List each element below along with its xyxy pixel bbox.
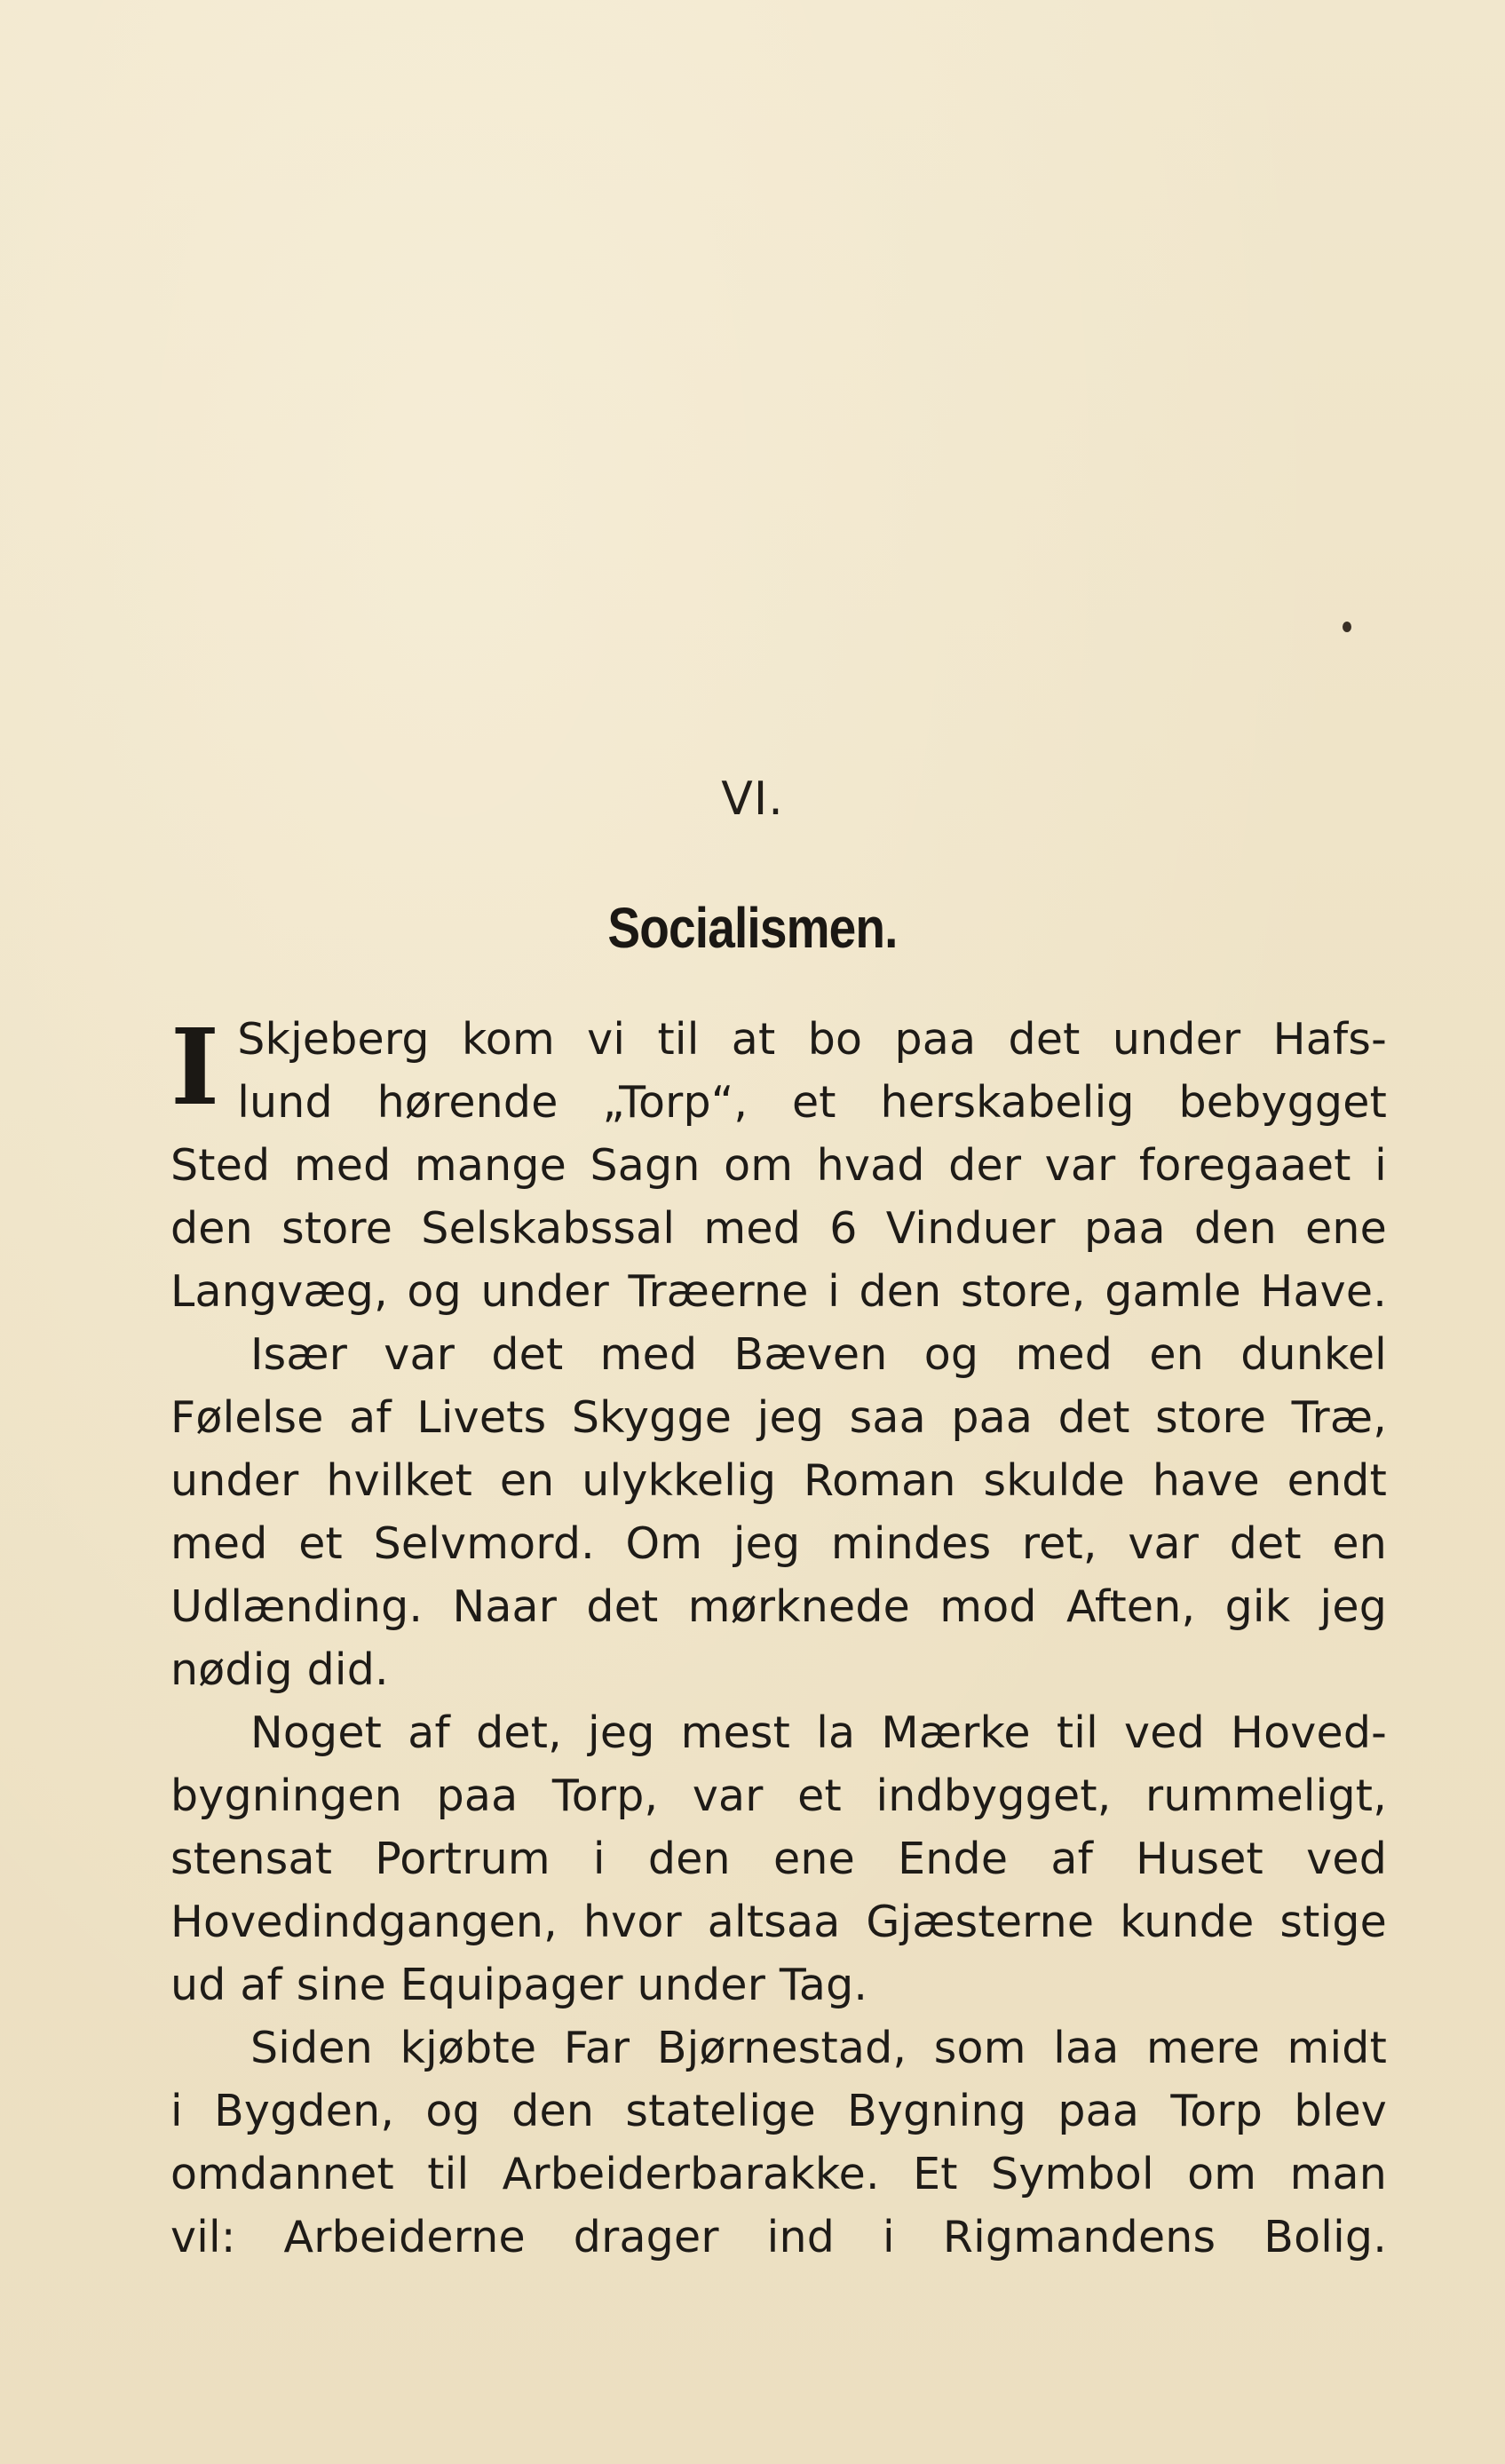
text-line: Siden kjøbte Far Bjørnestad, som laa mere midt bbox=[250, 2023, 1387, 2073]
text-line: Sted med mange Sagn om hvad der var foregaaet i bbox=[170, 1140, 1387, 1191]
paragraph-3 bbox=[170, 1701, 1387, 2016]
ink-speck bbox=[1343, 622, 1351, 632]
text-line: nødig did. bbox=[170, 1644, 389, 1695]
drop-cap-initial: I bbox=[170, 1005, 220, 1129]
text-line: stensat Portrum i den ene Ende af Huset ved bbox=[170, 1834, 1387, 1884]
text-line: med et Selvmord. Om jeg mindes ret, var det en bbox=[170, 1518, 1387, 1569]
paragraph-4 bbox=[170, 2016, 1387, 2269]
text-line: bygningen paa Torp, var et indbygget, rummeligt, bbox=[170, 1771, 1387, 1821]
text-line: vil: Arbeiderne drager ind i Rigmandens Bolig. bbox=[170, 2212, 1387, 2262]
text-line: Hovedindgangen, hvor altsaa Gjæsterne kunde stige bbox=[170, 1897, 1387, 1947]
chapter-number: VI. bbox=[721, 772, 784, 826]
paragraph-1 bbox=[170, 1005, 1387, 1323]
text-line: lund hørende „Torp“, et herskabelig bebygget bbox=[237, 1077, 1387, 1128]
text-line: Langvæg, og under Træerne i den store, gamle Have. bbox=[170, 1266, 1387, 1317]
text-line: Skjeberg kom vi til at bo paa det under Hafs- bbox=[237, 1014, 1387, 1065]
chapter-title: Socialismen. bbox=[607, 896, 898, 960]
body-text bbox=[170, 1005, 1387, 2269]
text-line: under hvilket en ulykkelig Roman skulde have endt bbox=[170, 1455, 1387, 1506]
text-line: Følelse af Livets Skygge jeg saa paa det store Træ, bbox=[170, 1392, 1387, 1443]
paragraph-2 bbox=[170, 1323, 1387, 1701]
text-line: i Bygden, og den statelige Bygning paa Torp blev bbox=[170, 2086, 1387, 2136]
text-line: Noget af det, jeg mest la Mærke til ved Hoved- bbox=[250, 1707, 1387, 1758]
text-line: omdannet til Arbeiderbarakke. Et Symbol om man bbox=[170, 2149, 1387, 2199]
text-line: Især var det med Bæven og med en dunkel bbox=[250, 1329, 1387, 1380]
text-line: den store Selskabssal med 6 Vinduer paa den ene bbox=[170, 1203, 1387, 1254]
text-line: ud af sine Equipager under Tag. bbox=[170, 1960, 868, 2010]
text-line: Udlænding. Naar det mørknede mod Aften, gik jeg bbox=[170, 1581, 1387, 1632]
